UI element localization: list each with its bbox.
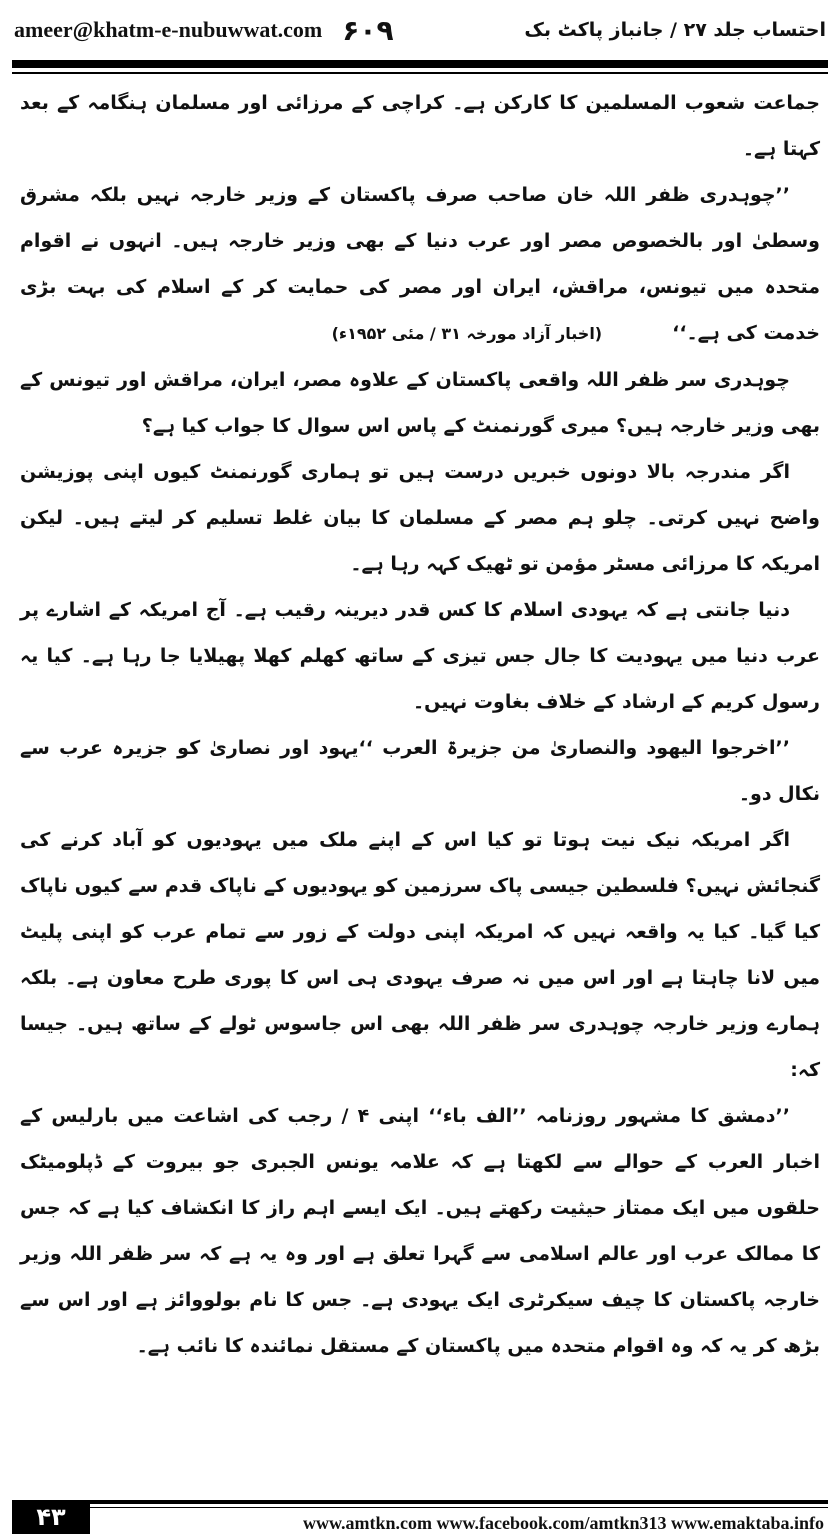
header-email: ameer@khatm-e-nubuwwat.com (14, 17, 323, 42)
footer-rule-thick (90, 1500, 828, 1504)
paragraph-3: چوہدری سر ظفر اللہ واقعی پاکستان کے علاوہ مصر، ایران، مراقش اور تیونس کے بھی وزیر خارجہ ہیں؟ میری گورنمنٹ کے پاس اس سوال کا جواب کیا ہے؟ (20, 369, 820, 437)
page-footer (12, 1500, 828, 1534)
header-page-number: ۶۰۹ (342, 13, 394, 47)
header-left (14, 14, 394, 47)
quote-text: ’’چوہدری ظفر اللہ خان صاحب صرف پاکستان کے وزیر خارجہ نہیں بلکہ مشرق وسطیٰ اور بالخصوص مصر اور عرب دنیا کے بھی وزیر خارجہ ہیں۔ انہوں نے اقوام متحدہ میں تیونس، مراقش، ایران اور مصر کی حمایت کر کے اسلام کی بہت بڑی خدمت کی ہے۔‘‘ (20, 184, 820, 344)
footer-page-number: ۴۳ (12, 1500, 90, 1534)
paragraph-5: دنیا جانتی ہے کہ یہودی اسلام کا کس قدر دیرینہ رقیب ہے۔ آج امریکہ کے اشارے پر عرب دنیا میں یہودیت کا جال جس تیزی کے ساتھ کھلم کھلا پھیلایا جا رہا ہے۔ کیا یہ رسول کریم کے ارشاد کے خلاف بغاوت نہیں۔ (20, 599, 820, 713)
paragraph-6-hadith: ’’اخرجوا الیھود والنصاریٰ من جزیرۃ العرب ‘‘یہود اور نصاریٰ کو جزیرہ عرب سے نکال دو۔ (20, 737, 820, 805)
header-rule-thick (12, 60, 828, 68)
header-rule-thin (12, 72, 828, 74)
footer-links-area (90, 1500, 828, 1534)
page-header (14, 8, 826, 52)
paragraph-1: جماعت شعوب المسلمین کا کارکن ہے۔ کراچی کے مرزائی اور مسلمان ہنگامہ کے بعد کہتا ہے۔ (20, 92, 820, 160)
footer-urls: www.amtkn.com www.facebook.com/amtkn313 www.emaktaba.info (303, 1513, 824, 1533)
header-book-title: احتساب جلد ۲۷ / جانباز پاکٹ بک (524, 19, 826, 41)
footer-rule-thin (90, 1507, 828, 1508)
paragraph-2-quote (20, 172, 820, 357)
paragraph-7: اگر امریکہ نیک نیت ہوتا تو کیا اس کے اپنے ملک میں یہودیوں کو آباد کرنے کی گنجائش نہیں؟ فلسطین جیسی پاک سرزمین کو یہودیوں کے ناپاک قدم سے کیوں ناپاک کیا گیا۔ کیا یہ واقعہ نہیں کہ امریکہ اپنی دولت کے زور سے تمام عرب کو اپنی پلیٹ میں لانا چاہتا ہے اور اس میں نہ صرف یہودی ہی اس کا پوری طرح معاون ہے۔ بلکہ ہمارے وزیر خارجہ چوہدری سر ظفر اللہ بھی اس جاسوس ٹولے کے ساتھ ہیں۔ جیسا کہ: (20, 829, 820, 1081)
body-text (20, 80, 820, 1369)
paragraph-4: اگر مندرجہ بالا دونوں خبریں درست ہیں تو ہماری گورنمنٹ کیوں اپنی پوزیشن واضح نہیں کرتی۔ چلو ہم مصر کے مسلمان کا بیان غلط تسلیم کر لیتے ہیں۔ لیکن امریکہ کا مرزائی مسٹر مؤمن تو ٹھیک کہہ رہا ہے۔ (20, 461, 820, 575)
quote-source: (اخبار آزاد مورخہ ۳۱ / مئی ۱۹۵۲ء) (331, 324, 603, 343)
paragraph-8-quote: ’’دمشق کا مشہور روزنامہ ’’الف باء‘‘ اپنی ۴ / رجب کی اشاعت میں بارلیس کے اخبار العرب کے حوالے سے لکھتا ہے کہ علامہ یونس الجبری جو بیروت کے ڈپلومیٹک حلقوں میں ایک ممتاز حیثیت رکھتے ہیں۔ ایک ایسے اہم راز کا انکشاف کیا ہے کہ جس کا ممالک عرب اور عالم اسلامی سے گہرا تعلق ہے اور وہ یہ ہے کہ سر ظفر اللہ وزیر خارجہ پاکستان کا چیف سیکرٹری ایک یہودی ہے۔ جس کا نام بولووائز ہے اور اس سے بڑھ کر یہ کہ وہ اقوام متحدہ میں پاکستان کے مستقل نمائندہ کا نائب ہے۔ (20, 1105, 820, 1357)
